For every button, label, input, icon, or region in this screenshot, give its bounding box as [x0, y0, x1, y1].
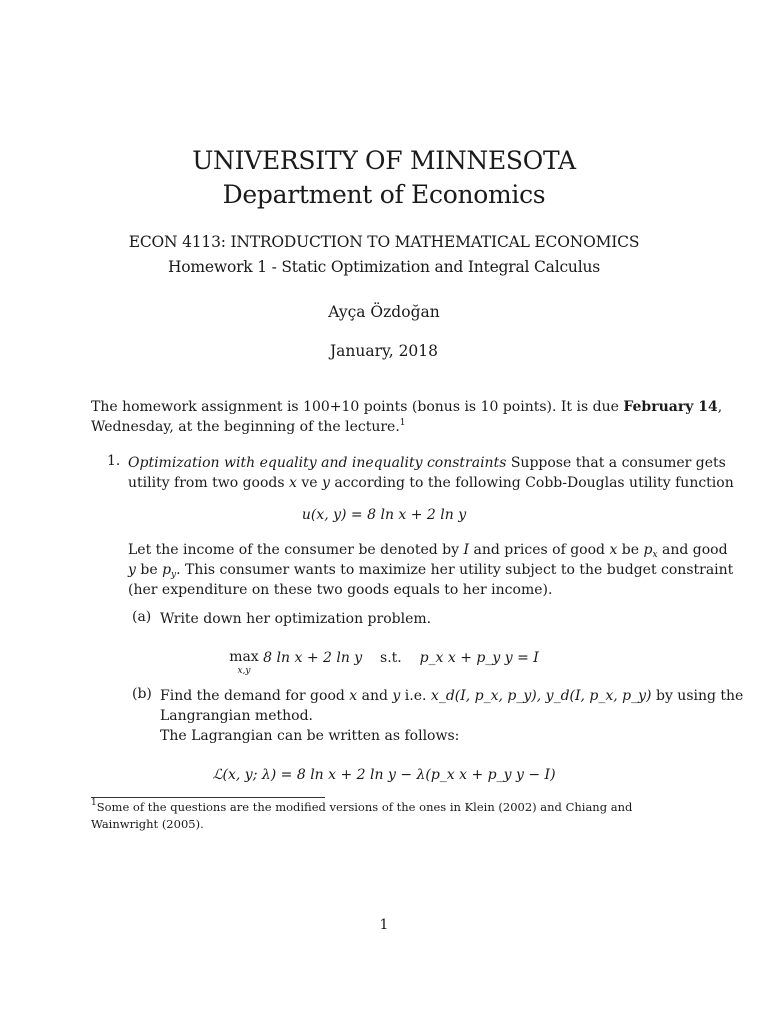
question-1-line-2: utility from two goods x ve y according to the following Cobb-Douglas utility function — [128, 475, 734, 491]
part-b-line-2: Langrangian method. — [160, 708, 313, 724]
part-b-label: (b) — [132, 686, 152, 702]
department-title: Department of Economics — [222, 180, 546, 209]
footnote-divider — [91, 797, 325, 798]
budget-paragraph — [128, 540, 734, 600]
course-title: ECON 4113: INTRODUCTION TO MATHEMATICAL ECONOMICS — [128, 233, 640, 251]
part-a-label: (a) — [132, 609, 152, 625]
demand-functions: x_d(I, p_x, p_y), y_d(I, p_x, p_y) — [430, 688, 652, 704]
footnote-ref: 1 — [399, 418, 406, 428]
homework-title: Homework 1 - Static Optimization and Integral Calculus — [167, 258, 601, 276]
question-1-title: Optimization with equality and inequality constraints — [128, 455, 507, 471]
document-date: January, 2018 — [329, 342, 439, 360]
optimization-problem: max x,y 8 ln x + 2 ln y s.t. p_x x + p_y y = I — [229, 649, 539, 676]
utility-equation: u(x, y) = 8 ln x + 2 ln y — [301, 507, 467, 523]
intro-line-1: The homework assignment is 100+10 points (bonus is 10 points). It is due February 14, — [91, 399, 723, 415]
author-name: Ayça Özdoğan — [328, 303, 440, 321]
university-title: UNIVERSITY OF MINNESOTA — [192, 146, 576, 175]
due-date: February 14 — [623, 399, 718, 415]
page-number: 1 — [379, 917, 389, 933]
part-b-line-3: The Lagrangian can be written as follows: — [160, 728, 460, 744]
footnote-text: Some of the questions are the modified versions of the ones in Klein (2002) and Chiang and Wainwright (2005). — [91, 800, 633, 831]
max-operator: max x,y — [229, 649, 259, 676]
part-b-line-1: Find the demand for good x and y i.e. x_d(I, p_x, p_y), y_d(I, p_x, p_y) by using the — [160, 688, 744, 704]
footnote — [91, 799, 678, 833]
question-1-line-1: Optimization with equality and inequality constraints Suppose that a consumer gets — [128, 455, 726, 471]
intro-paragraph — [91, 397, 723, 437]
part-a-text: Write down her optimization problem. — [160, 611, 432, 627]
budget-line-1: Let the income of the consumer be denoted by I and prices of good x be $p_x$ and good — [128, 542, 728, 560]
lagrangian-equation: ℒ(x, y; λ) = 8 ln x + 2 ln y − λ(p_x x + p_y y − I) — [212, 767, 556, 783]
intro-line-2: Wednesday, at the beginning of the lecture. — [91, 419, 400, 435]
footnote-mark: 1 — [91, 798, 97, 808]
budget-line-2: y be $p_y$. This consumer wants to maximize her utility subject to the budget constraint — [128, 562, 734, 580]
part-b-text — [160, 686, 744, 746]
question-number: 1. — [107, 453, 121, 469]
budget-line-3: (her expenditure on these two goods equals to her income). — [128, 582, 553, 598]
budget-constraint: p_x x + p_y y = I — [419, 650, 539, 666]
question-1-intro — [128, 453, 734, 493]
